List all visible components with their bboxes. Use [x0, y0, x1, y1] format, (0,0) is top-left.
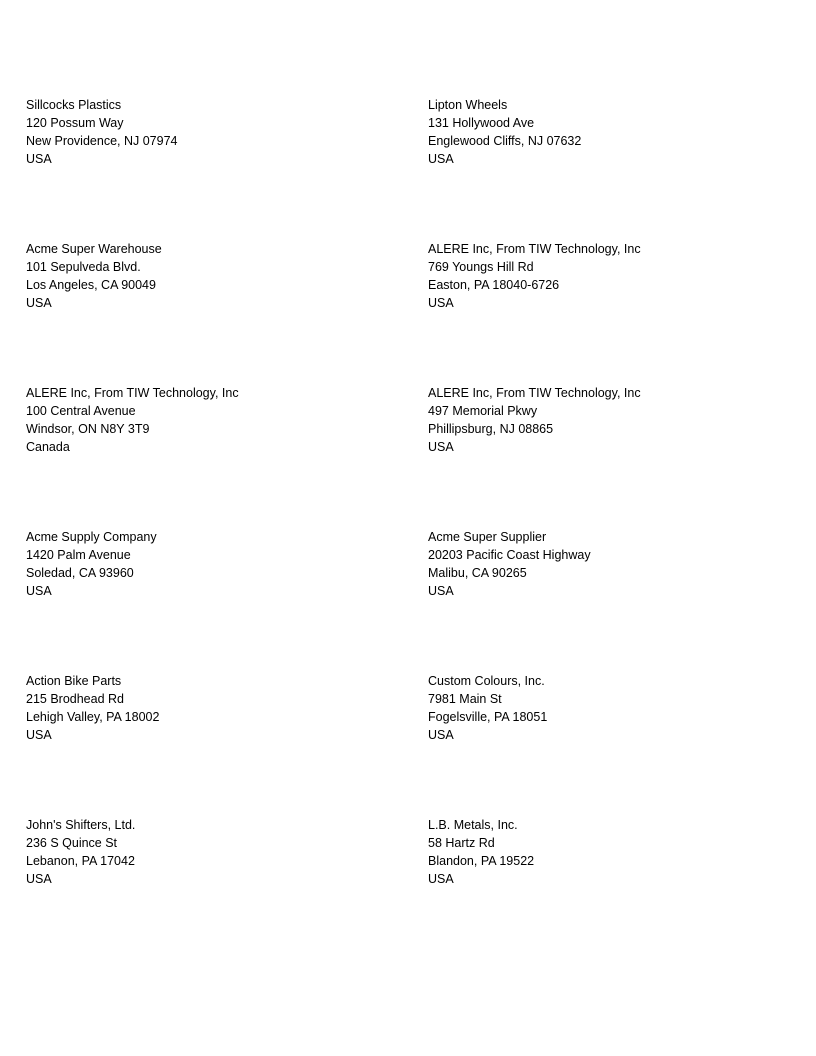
street-address: 131 Hollywood Ave [428, 116, 535, 130]
country: USA [26, 728, 52, 742]
city-state-zip: New Providence, NJ 07974 [26, 134, 178, 148]
city-state-zip: Malibu, CA 90265 [428, 566, 527, 580]
address-label [428, 528, 808, 600]
country: USA [428, 152, 454, 166]
country: USA [26, 152, 52, 166]
city-state-zip: Soledad, CA 93960 [26, 566, 134, 580]
address-label [26, 96, 406, 168]
address-label [428, 240, 808, 312]
company-name: ALERE Inc, From TIW Technology, Inc [26, 386, 239, 400]
street-address: 7981 Main St [428, 692, 502, 706]
city-state-zip: Englewood Cliffs, NJ 07632 [428, 134, 582, 148]
country: USA [428, 584, 454, 598]
street-address: 101 Sepulveda Blvd. [26, 260, 141, 274]
company-name: Action Bike Parts [26, 674, 122, 688]
city-state-zip: Windsor, ON N8Y 3T9 [26, 422, 150, 436]
company-name: Lipton Wheels [428, 98, 508, 112]
country: USA [428, 728, 454, 742]
street-address: 100 Central Avenue [26, 404, 136, 418]
country: USA [428, 440, 454, 454]
city-state-zip: Easton, PA 18040-6726 [428, 278, 560, 292]
street-address: 236 S Quince St [26, 836, 118, 850]
street-address: 58 Hartz Rd [428, 836, 495, 850]
company-name: Acme Supply Company [26, 530, 157, 544]
address-label [428, 96, 808, 168]
company-name: Custom Colours, Inc. [428, 674, 545, 688]
city-state-zip: Fogelsville, PA 18051 [428, 710, 548, 724]
company-name: Acme Super Supplier [428, 530, 547, 544]
address-label [428, 672, 808, 744]
city-state-zip: Lehigh Valley, PA 18002 [26, 710, 160, 724]
city-state-zip: Los Angeles, CA 90049 [26, 278, 156, 292]
country: USA [26, 872, 52, 886]
company-name: ALERE Inc, From TIW Technology, Inc [428, 386, 641, 400]
country: Canada [26, 440, 70, 454]
address-label [26, 672, 406, 744]
street-address: 1420 Palm Avenue [26, 548, 131, 562]
city-state-zip: Blandon, PA 19522 [428, 854, 535, 868]
address-label [428, 384, 808, 456]
country: USA [26, 584, 52, 598]
country: USA [428, 872, 454, 886]
city-state-zip: Phillipsburg, NJ 08865 [428, 422, 554, 436]
country: USA [428, 296, 454, 310]
city-state-zip: Lebanon, PA 17042 [26, 854, 135, 868]
company-name: Acme Super Warehouse [26, 242, 162, 256]
address-label [26, 384, 406, 456]
address-label [26, 816, 406, 888]
street-address: 215 Brodhead Rd [26, 692, 124, 706]
street-address: 120 Possum Way [26, 116, 124, 130]
street-address: 20203 Pacific Coast Highway [428, 548, 591, 562]
company-name: Sillcocks Plastics [26, 98, 122, 112]
address-label [428, 816, 808, 888]
company-name: L.B. Metals, Inc. [428, 818, 518, 832]
street-address: 497 Memorial Pkwy [428, 404, 538, 418]
address-label [26, 240, 406, 312]
company-name: John's Shifters, Ltd. [26, 818, 136, 832]
company-name: ALERE Inc, From TIW Technology, Inc [428, 242, 641, 256]
street-address: 769 Youngs Hill Rd [428, 260, 534, 274]
address-label [26, 528, 406, 600]
country: USA [26, 296, 52, 310]
